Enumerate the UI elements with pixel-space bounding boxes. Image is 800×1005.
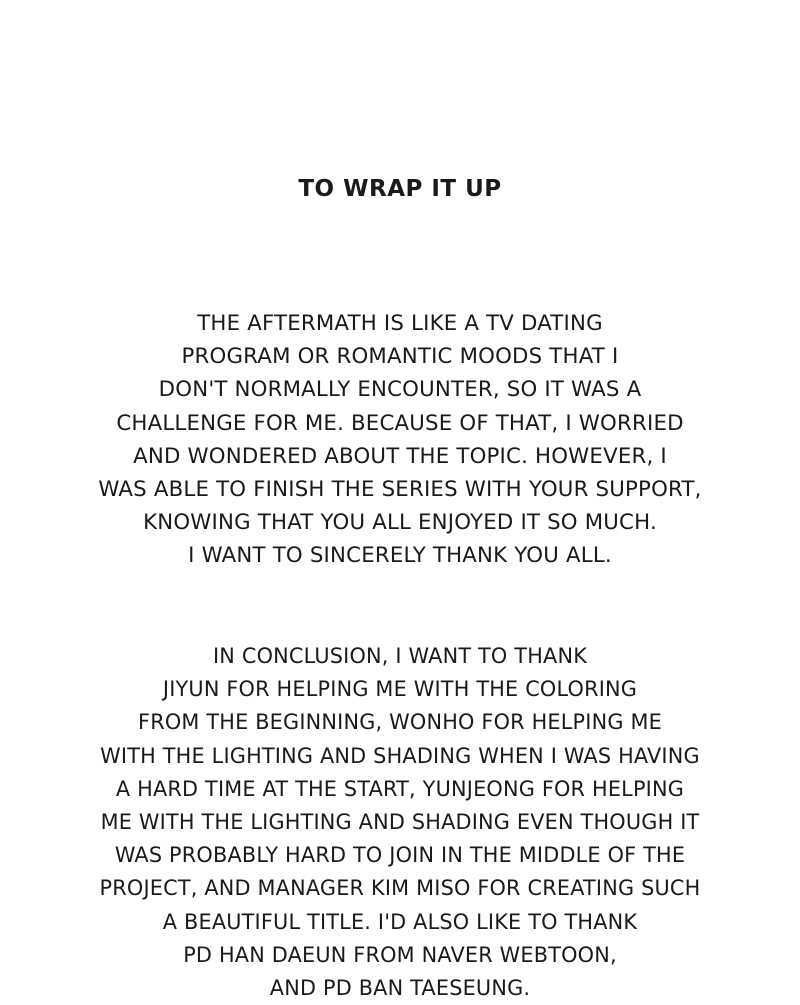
text-line: PD HAN DAEUN FROM NAVER WEBTOON, bbox=[183, 942, 617, 967]
text-line: A BEAUTIFUL TITLE. I'D ALSO LIKE TO THANK bbox=[162, 909, 638, 934]
afterword-paragraph-1 bbox=[20, 307, 780, 573]
text-line: PROGRAM OR ROMANTIC MOODS THAT I bbox=[181, 344, 619, 370]
text-line: I WANT TO SINCERELY THANK YOU ALL. bbox=[188, 543, 612, 569]
text-line: A HARD TIME AT THE START, YUNJEONG FOR HELPING bbox=[115, 776, 685, 801]
afterword-paragraph-2 bbox=[20, 640, 780, 1005]
text-line: WAS ABLE TO FINISH THE SERIES WITH YOUR SUPPORT, bbox=[98, 477, 702, 503]
text-line: PROJECT, AND MANAGER KIM MISO FOR CREATING SUCH bbox=[99, 876, 701, 901]
text-line: KNOWING THAT YOU ALL ENJOYED IT SO MUCH. bbox=[143, 510, 657, 536]
text-line: AND WONDERED ABOUT THE TOPIC. HOWEVER, I bbox=[133, 443, 667, 469]
text-line: WAS PROBABLY HARD TO JOIN IN THE MIDDLE OF THE bbox=[114, 843, 686, 868]
text-line: CHALLENGE FOR ME. BECAUSE OF THAT, I WORRIED bbox=[116, 410, 684, 436]
text-line: THE AFTERMATH IS LIKE A TV DATING bbox=[197, 311, 603, 336]
text-line: FROM THE BEGINNING, WONHO FOR HELPING ME bbox=[138, 710, 662, 735]
text-line: JIYUN FOR HELPING ME WITH THE COLORING bbox=[162, 677, 638, 702]
text-line: DON'T NORMALLY ENCOUNTER, SO IT WAS A bbox=[158, 377, 642, 403]
text-line: AND PD BAN TAESEUNG. bbox=[269, 976, 531, 1001]
afterword-heading: TO WRAP IT UP bbox=[298, 176, 502, 202]
text-line: WITH THE LIGHTING AND SHADING WHEN I WAS HAVING bbox=[100, 743, 700, 768]
text-line: ME WITH THE LIGHTING AND SHADING EVEN THOUGH IT bbox=[100, 810, 700, 835]
text-line: IN CONCLUSION, I WANT TO THANK bbox=[212, 644, 588, 668]
